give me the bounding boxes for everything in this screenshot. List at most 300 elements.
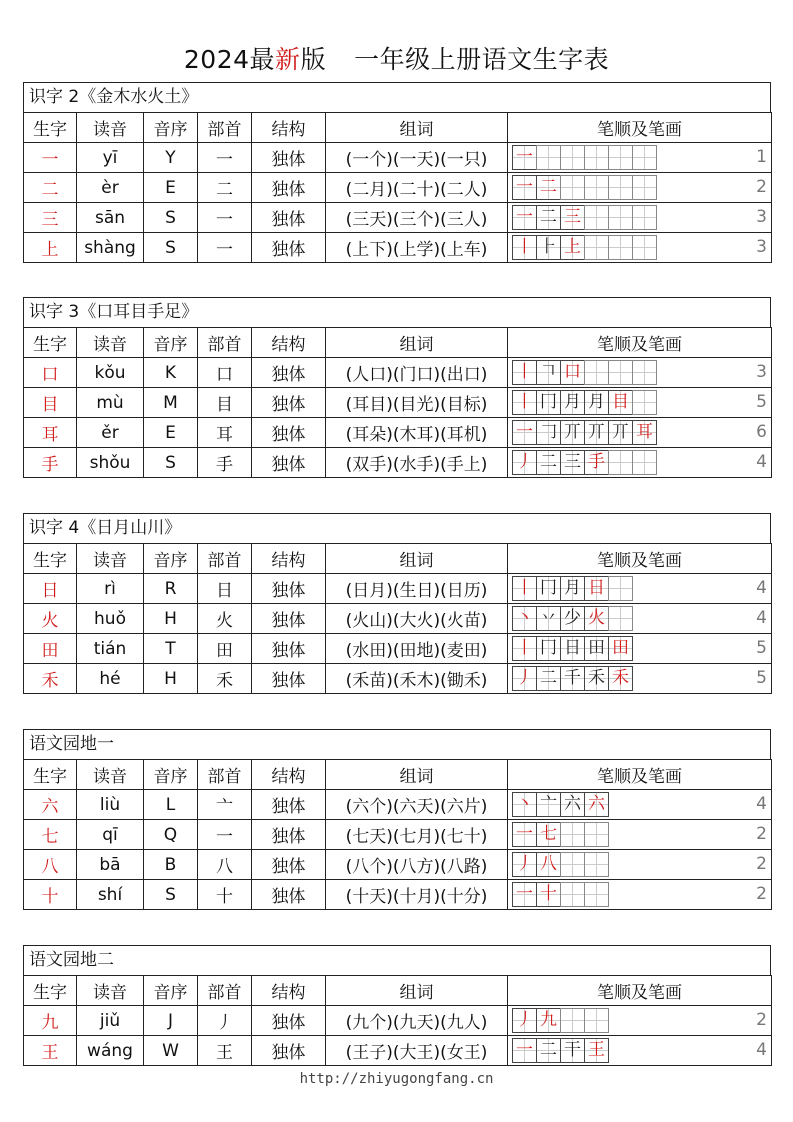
section-title: 语文园地一	[23, 729, 771, 760]
stroke-box	[560, 360, 585, 385]
stroke-glyph: 干	[564, 1040, 581, 1060]
stroke-box	[512, 450, 537, 475]
stroke-order-cell	[508, 634, 772, 664]
column-header: 组词	[326, 328, 508, 358]
stroke-order-cell	[508, 448, 772, 478]
character-table	[23, 759, 772, 910]
stroke-count: 3	[756, 207, 767, 227]
stroke-box	[536, 1008, 561, 1033]
words-cell: (双手)(水手)(手上)	[326, 448, 508, 478]
structure-cell: 独体	[252, 880, 326, 910]
column-header: 生字	[24, 760, 77, 790]
words-cell: (九个)(九天)(九人)	[326, 1006, 508, 1036]
stroke-glyph: 丨	[516, 638, 533, 658]
structure-cell: 独体	[252, 790, 326, 820]
table-row	[24, 173, 772, 203]
initial-cell: E	[144, 418, 198, 448]
words-cell: (上下)(上学)(上车)	[326, 233, 508, 263]
radical-cell: 王	[198, 1036, 252, 1066]
radical-cell: 手	[198, 448, 252, 478]
stroke-box	[608, 606, 633, 631]
stroke-glyph: 口	[564, 362, 581, 382]
structure-cell: 独体	[252, 820, 326, 850]
stroke-grid	[512, 175, 656, 200]
stroke-box	[632, 175, 657, 200]
column-header: 笔顺及笔画	[508, 760, 772, 790]
stroke-count: 2	[756, 884, 767, 904]
stroke-glyph: 二	[540, 177, 557, 197]
section	[23, 729, 771, 910]
stroke-grid	[512, 1038, 608, 1063]
character-cell: 耳	[24, 418, 77, 448]
stroke-box	[584, 420, 609, 445]
stroke-grid	[512, 822, 608, 847]
pinyin-cell: huǒ	[77, 604, 144, 634]
stroke-grid	[512, 145, 656, 170]
column-header: 部首	[198, 113, 252, 143]
radical-cell: 八	[198, 850, 252, 880]
initial-cell: Y	[144, 143, 198, 173]
stroke-grid	[512, 636, 632, 661]
radical-cell: 耳	[198, 418, 252, 448]
column-header: 生字	[24, 544, 77, 574]
stroke-box	[608, 390, 633, 415]
character-cell: 六	[24, 790, 77, 820]
structure-cell: 独体	[252, 388, 326, 418]
stroke-box	[560, 145, 585, 170]
stroke-box	[512, 822, 537, 847]
words-cell: (一个)(一天)(一只)	[326, 143, 508, 173]
stroke-glyph: 𠃍	[540, 362, 557, 382]
stroke-glyph: 月	[564, 392, 581, 412]
structure-cell: 独体	[252, 664, 326, 694]
stroke-grid	[512, 205, 656, 230]
stroke-box	[560, 420, 585, 445]
section-title: 识字 4《日月山川》	[23, 513, 771, 544]
stroke-glyph: 冂	[540, 392, 557, 412]
stroke-count: 2	[756, 854, 767, 874]
stroke-glyph: 丌	[588, 422, 605, 442]
stroke-box	[560, 450, 585, 475]
pinyin-cell: sān	[77, 203, 144, 233]
stroke-box	[608, 205, 633, 230]
stroke-glyph: 丨	[516, 362, 533, 382]
stroke-count: 4	[756, 578, 767, 598]
stroke-box	[560, 1008, 585, 1033]
stroke-box	[560, 205, 585, 230]
character-cell: 八	[24, 850, 77, 880]
stroke-glyph: ⺊	[540, 237, 557, 257]
section	[23, 297, 771, 478]
stroke-box	[512, 205, 537, 230]
stroke-glyph: 𠃌	[540, 422, 557, 442]
stroke-box	[536, 390, 561, 415]
column-header: 组词	[326, 113, 508, 143]
table-row	[24, 418, 772, 448]
stroke-box	[512, 235, 537, 260]
table-row	[24, 850, 772, 880]
stroke-box	[584, 390, 609, 415]
structure-cell: 独体	[252, 358, 326, 388]
stroke-order-cell	[508, 1036, 772, 1066]
initial-cell: E	[144, 173, 198, 203]
stroke-glyph: 丨	[516, 237, 533, 257]
pinyin-cell: tián	[77, 634, 144, 664]
stroke-box	[608, 420, 633, 445]
stroke-grid	[512, 606, 632, 631]
pinyin-cell: kǒu	[77, 358, 144, 388]
stroke-grid	[512, 882, 608, 907]
character-table	[23, 327, 772, 478]
stroke-count: 5	[756, 392, 767, 412]
stroke-box	[560, 792, 585, 817]
stroke-box	[536, 235, 561, 260]
pinyin-cell: shàng	[77, 233, 144, 263]
stroke-glyph: 目	[612, 392, 629, 412]
header-row	[24, 544, 772, 574]
pinyin-cell: rì	[77, 574, 144, 604]
stroke-glyph: 田	[612, 638, 629, 658]
stroke-glyph: 二	[540, 668, 557, 688]
stroke-glyph: 冂	[540, 638, 557, 658]
stroke-box	[536, 175, 561, 200]
structure-cell: 独体	[252, 143, 326, 173]
stroke-box	[608, 450, 633, 475]
column-header: 部首	[198, 544, 252, 574]
stroke-box	[584, 175, 609, 200]
initial-cell: Q	[144, 820, 198, 850]
radical-cell: 一	[198, 143, 252, 173]
column-header: 结构	[252, 760, 326, 790]
column-header: 部首	[198, 328, 252, 358]
stroke-glyph: 田	[588, 638, 605, 658]
stroke-box	[536, 852, 561, 877]
words-cell: (火山)(大火)(火苗)	[326, 604, 508, 634]
stroke-glyph: 一	[516, 1040, 533, 1060]
words-cell: (七天)(七月)(七十)	[326, 820, 508, 850]
structure-cell: 独体	[252, 233, 326, 263]
stroke-box	[512, 1008, 537, 1033]
stroke-glyph: 一	[516, 207, 533, 227]
column-header: 读音	[77, 328, 144, 358]
column-header: 读音	[77, 113, 144, 143]
stroke-box	[584, 1038, 609, 1063]
character-cell: 手	[24, 448, 77, 478]
stroke-box	[608, 175, 633, 200]
initial-cell: K	[144, 358, 198, 388]
stroke-glyph: 一	[516, 177, 533, 197]
initial-cell: W	[144, 1036, 198, 1066]
stroke-box	[584, 1008, 609, 1033]
stroke-box	[584, 792, 609, 817]
pinyin-cell: shí	[77, 880, 144, 910]
table-row	[24, 203, 772, 233]
stroke-box	[632, 145, 657, 170]
character-cell: 日	[24, 574, 77, 604]
stroke-order-cell	[508, 664, 772, 694]
character-cell: 目	[24, 388, 77, 418]
stroke-glyph: 日	[588, 578, 605, 598]
stroke-order-cell	[508, 388, 772, 418]
stroke-order-cell	[508, 1006, 772, 1036]
stroke-count: 3	[756, 362, 767, 382]
stroke-grid	[512, 235, 656, 260]
stroke-box	[608, 666, 633, 691]
stroke-box	[512, 576, 537, 601]
words-cell: (日月)(生日)(日历)	[326, 574, 508, 604]
column-header: 音序	[144, 544, 198, 574]
section-title: 识字 2《金木水火土》	[23, 82, 771, 113]
character-cell: 上	[24, 233, 77, 263]
stroke-box	[536, 792, 561, 817]
stroke-box	[536, 882, 561, 907]
column-header: 音序	[144, 328, 198, 358]
column-header: 读音	[77, 544, 144, 574]
table-row	[24, 448, 772, 478]
stroke-box	[512, 882, 537, 907]
stroke-count: 2	[756, 824, 767, 844]
stroke-box	[512, 852, 537, 877]
column-header: 组词	[326, 544, 508, 574]
structure-cell: 独体	[252, 850, 326, 880]
stroke-glyph: 丌	[564, 422, 581, 442]
stroke-box	[584, 882, 609, 907]
stroke-count: 4	[756, 608, 767, 628]
stroke-grid	[512, 450, 656, 475]
stroke-box	[512, 792, 537, 817]
stroke-box	[584, 666, 609, 691]
words-cell: (禾苗)(禾木)(锄禾)	[326, 664, 508, 694]
stroke-box	[512, 1038, 537, 1063]
character-cell: 一	[24, 143, 77, 173]
words-cell: (三天)(三个)(三人)	[326, 203, 508, 233]
initial-cell: T	[144, 634, 198, 664]
stroke-box	[608, 636, 633, 661]
stroke-glyph: 六	[588, 794, 605, 814]
column-header: 结构	[252, 328, 326, 358]
table-row	[24, 1036, 772, 1066]
character-cell: 三	[24, 203, 77, 233]
initial-cell: H	[144, 604, 198, 634]
table-row	[24, 820, 772, 850]
words-cell: (耳朵)(木耳)(耳机)	[326, 418, 508, 448]
column-header: 笔顺及笔画	[508, 328, 772, 358]
header-row	[24, 328, 772, 358]
stroke-glyph: 耳	[636, 422, 653, 442]
radical-cell: 一	[198, 203, 252, 233]
stroke-box	[512, 175, 537, 200]
stroke-order-cell	[508, 880, 772, 910]
section	[23, 513, 771, 694]
section-title: 识字 3《口耳目手足》	[23, 297, 771, 328]
stroke-glyph: 丶	[516, 794, 533, 814]
pinyin-cell: jiǔ	[77, 1006, 144, 1036]
stroke-order-cell	[508, 358, 772, 388]
stroke-box	[608, 576, 633, 601]
column-header: 结构	[252, 544, 326, 574]
stroke-box	[512, 636, 537, 661]
table-row	[24, 388, 772, 418]
stroke-glyph: 一	[516, 884, 533, 904]
stroke-grid	[512, 390, 656, 415]
title-zui: 最	[249, 45, 276, 74]
radical-cell: 禾	[198, 664, 252, 694]
stroke-glyph: 一	[516, 147, 533, 167]
initial-cell: S	[144, 880, 198, 910]
stroke-glyph: 一	[516, 422, 533, 442]
table-row	[24, 634, 772, 664]
column-header: 读音	[77, 976, 144, 1006]
stroke-glyph: 十	[540, 884, 557, 904]
stroke-box	[584, 822, 609, 847]
initial-cell: L	[144, 790, 198, 820]
title-rest: 一年级上册语文生字表	[354, 45, 610, 74]
stroke-box	[560, 235, 585, 260]
stroke-glyph: 王	[588, 1040, 605, 1060]
table-row	[24, 358, 772, 388]
pinyin-cell: liù	[77, 790, 144, 820]
column-header: 结构	[252, 113, 326, 143]
stroke-glyph: 丨	[516, 578, 533, 598]
stroke-box	[632, 205, 657, 230]
initial-cell: S	[144, 203, 198, 233]
radical-cell: 二	[198, 173, 252, 203]
stroke-box	[512, 390, 537, 415]
words-cell: (耳目)(目光)(目标)	[326, 388, 508, 418]
structure-cell: 独体	[252, 1006, 326, 1036]
stroke-box	[608, 360, 633, 385]
stroke-box	[536, 606, 561, 631]
stroke-box	[536, 145, 561, 170]
character-cell: 火	[24, 604, 77, 634]
stroke-glyph: 三	[564, 207, 581, 227]
stroke-order-cell	[508, 203, 772, 233]
stroke-glyph: 二	[540, 1040, 557, 1060]
column-header: 音序	[144, 113, 198, 143]
stroke-box	[584, 205, 609, 230]
radical-cell: 口	[198, 358, 252, 388]
stroke-grid	[512, 852, 608, 877]
words-cell: (人口)(门口)(出口)	[326, 358, 508, 388]
character-table	[23, 112, 772, 263]
stroke-count: 2	[756, 177, 767, 197]
stroke-order-cell	[508, 143, 772, 173]
stroke-order-cell	[508, 574, 772, 604]
table-row	[24, 143, 772, 173]
pinyin-cell: wáng	[77, 1036, 144, 1066]
stroke-order-cell	[508, 790, 772, 820]
initial-cell: J	[144, 1006, 198, 1036]
stroke-box	[560, 636, 585, 661]
section	[23, 82, 771, 263]
stroke-glyph: 三	[564, 452, 581, 472]
pinyin-cell: hé	[77, 664, 144, 694]
stroke-glyph: 丌	[612, 422, 629, 442]
pinyin-cell: yī	[77, 143, 144, 173]
stroke-box	[584, 636, 609, 661]
stroke-box	[560, 576, 585, 601]
structure-cell: 独体	[252, 418, 326, 448]
stroke-box	[560, 852, 585, 877]
stroke-glyph: 六	[564, 794, 581, 814]
header-row	[24, 976, 772, 1006]
stroke-count: 1	[756, 147, 767, 167]
table-row	[24, 664, 772, 694]
stroke-box	[536, 360, 561, 385]
initial-cell: B	[144, 850, 198, 880]
stroke-box	[632, 420, 657, 445]
stroke-glyph: 火	[588, 608, 605, 628]
stroke-glyph: 冂	[540, 578, 557, 598]
stroke-box	[560, 1038, 585, 1063]
stroke-glyph: 丶	[516, 608, 533, 628]
pinyin-cell: mù	[77, 388, 144, 418]
column-header: 笔顺及笔画	[508, 544, 772, 574]
stroke-glyph: 禾	[612, 668, 629, 688]
stroke-box	[560, 390, 585, 415]
page-title	[0, 44, 793, 76]
stroke-box	[536, 450, 561, 475]
stroke-box	[512, 145, 537, 170]
words-cell: (王子)(大王)(女王)	[326, 1036, 508, 1066]
stroke-glyph: 亠	[540, 794, 557, 814]
character-cell: 口	[24, 358, 77, 388]
table-row	[24, 574, 772, 604]
column-header: 生字	[24, 976, 77, 1006]
table-row	[24, 880, 772, 910]
words-cell: (水田)(田地)(麦田)	[326, 634, 508, 664]
stroke-box	[632, 390, 657, 415]
column-header: 笔顺及笔画	[508, 113, 772, 143]
character-cell: 禾	[24, 664, 77, 694]
stroke-box	[560, 606, 585, 631]
stroke-box	[584, 360, 609, 385]
stroke-glyph: 千	[564, 668, 581, 688]
stroke-box	[584, 145, 609, 170]
radical-cell: 亠	[198, 790, 252, 820]
stroke-glyph: 九	[540, 1010, 557, 1030]
stroke-count: 5	[756, 638, 767, 658]
stroke-box	[536, 636, 561, 661]
radical-cell: 田	[198, 634, 252, 664]
stroke-glyph: 丿	[516, 1010, 533, 1030]
stroke-box	[632, 450, 657, 475]
stroke-glyph: 月	[564, 578, 581, 598]
column-header: 读音	[77, 760, 144, 790]
column-header: 部首	[198, 976, 252, 1006]
initial-cell: S	[144, 448, 198, 478]
stroke-glyph: 禾	[588, 668, 605, 688]
initial-cell: M	[144, 388, 198, 418]
stroke-count: 4	[756, 1040, 767, 1060]
radical-cell: 十	[198, 880, 252, 910]
stroke-count: 3	[756, 237, 767, 257]
stroke-glyph: 上	[564, 237, 581, 257]
stroke-count: 2	[756, 1010, 767, 1030]
stroke-order-cell	[508, 233, 772, 263]
stroke-box	[608, 235, 633, 260]
stroke-box	[584, 450, 609, 475]
pinyin-cell: qī	[77, 820, 144, 850]
character-cell: 九	[24, 1006, 77, 1036]
stroke-count: 6	[756, 422, 767, 442]
column-header: 组词	[326, 976, 508, 1006]
character-cell: 田	[24, 634, 77, 664]
column-header: 音序	[144, 760, 198, 790]
stroke-order-cell	[508, 850, 772, 880]
stroke-glyph: 日	[564, 638, 581, 658]
stroke-glyph: 丿	[516, 452, 533, 472]
